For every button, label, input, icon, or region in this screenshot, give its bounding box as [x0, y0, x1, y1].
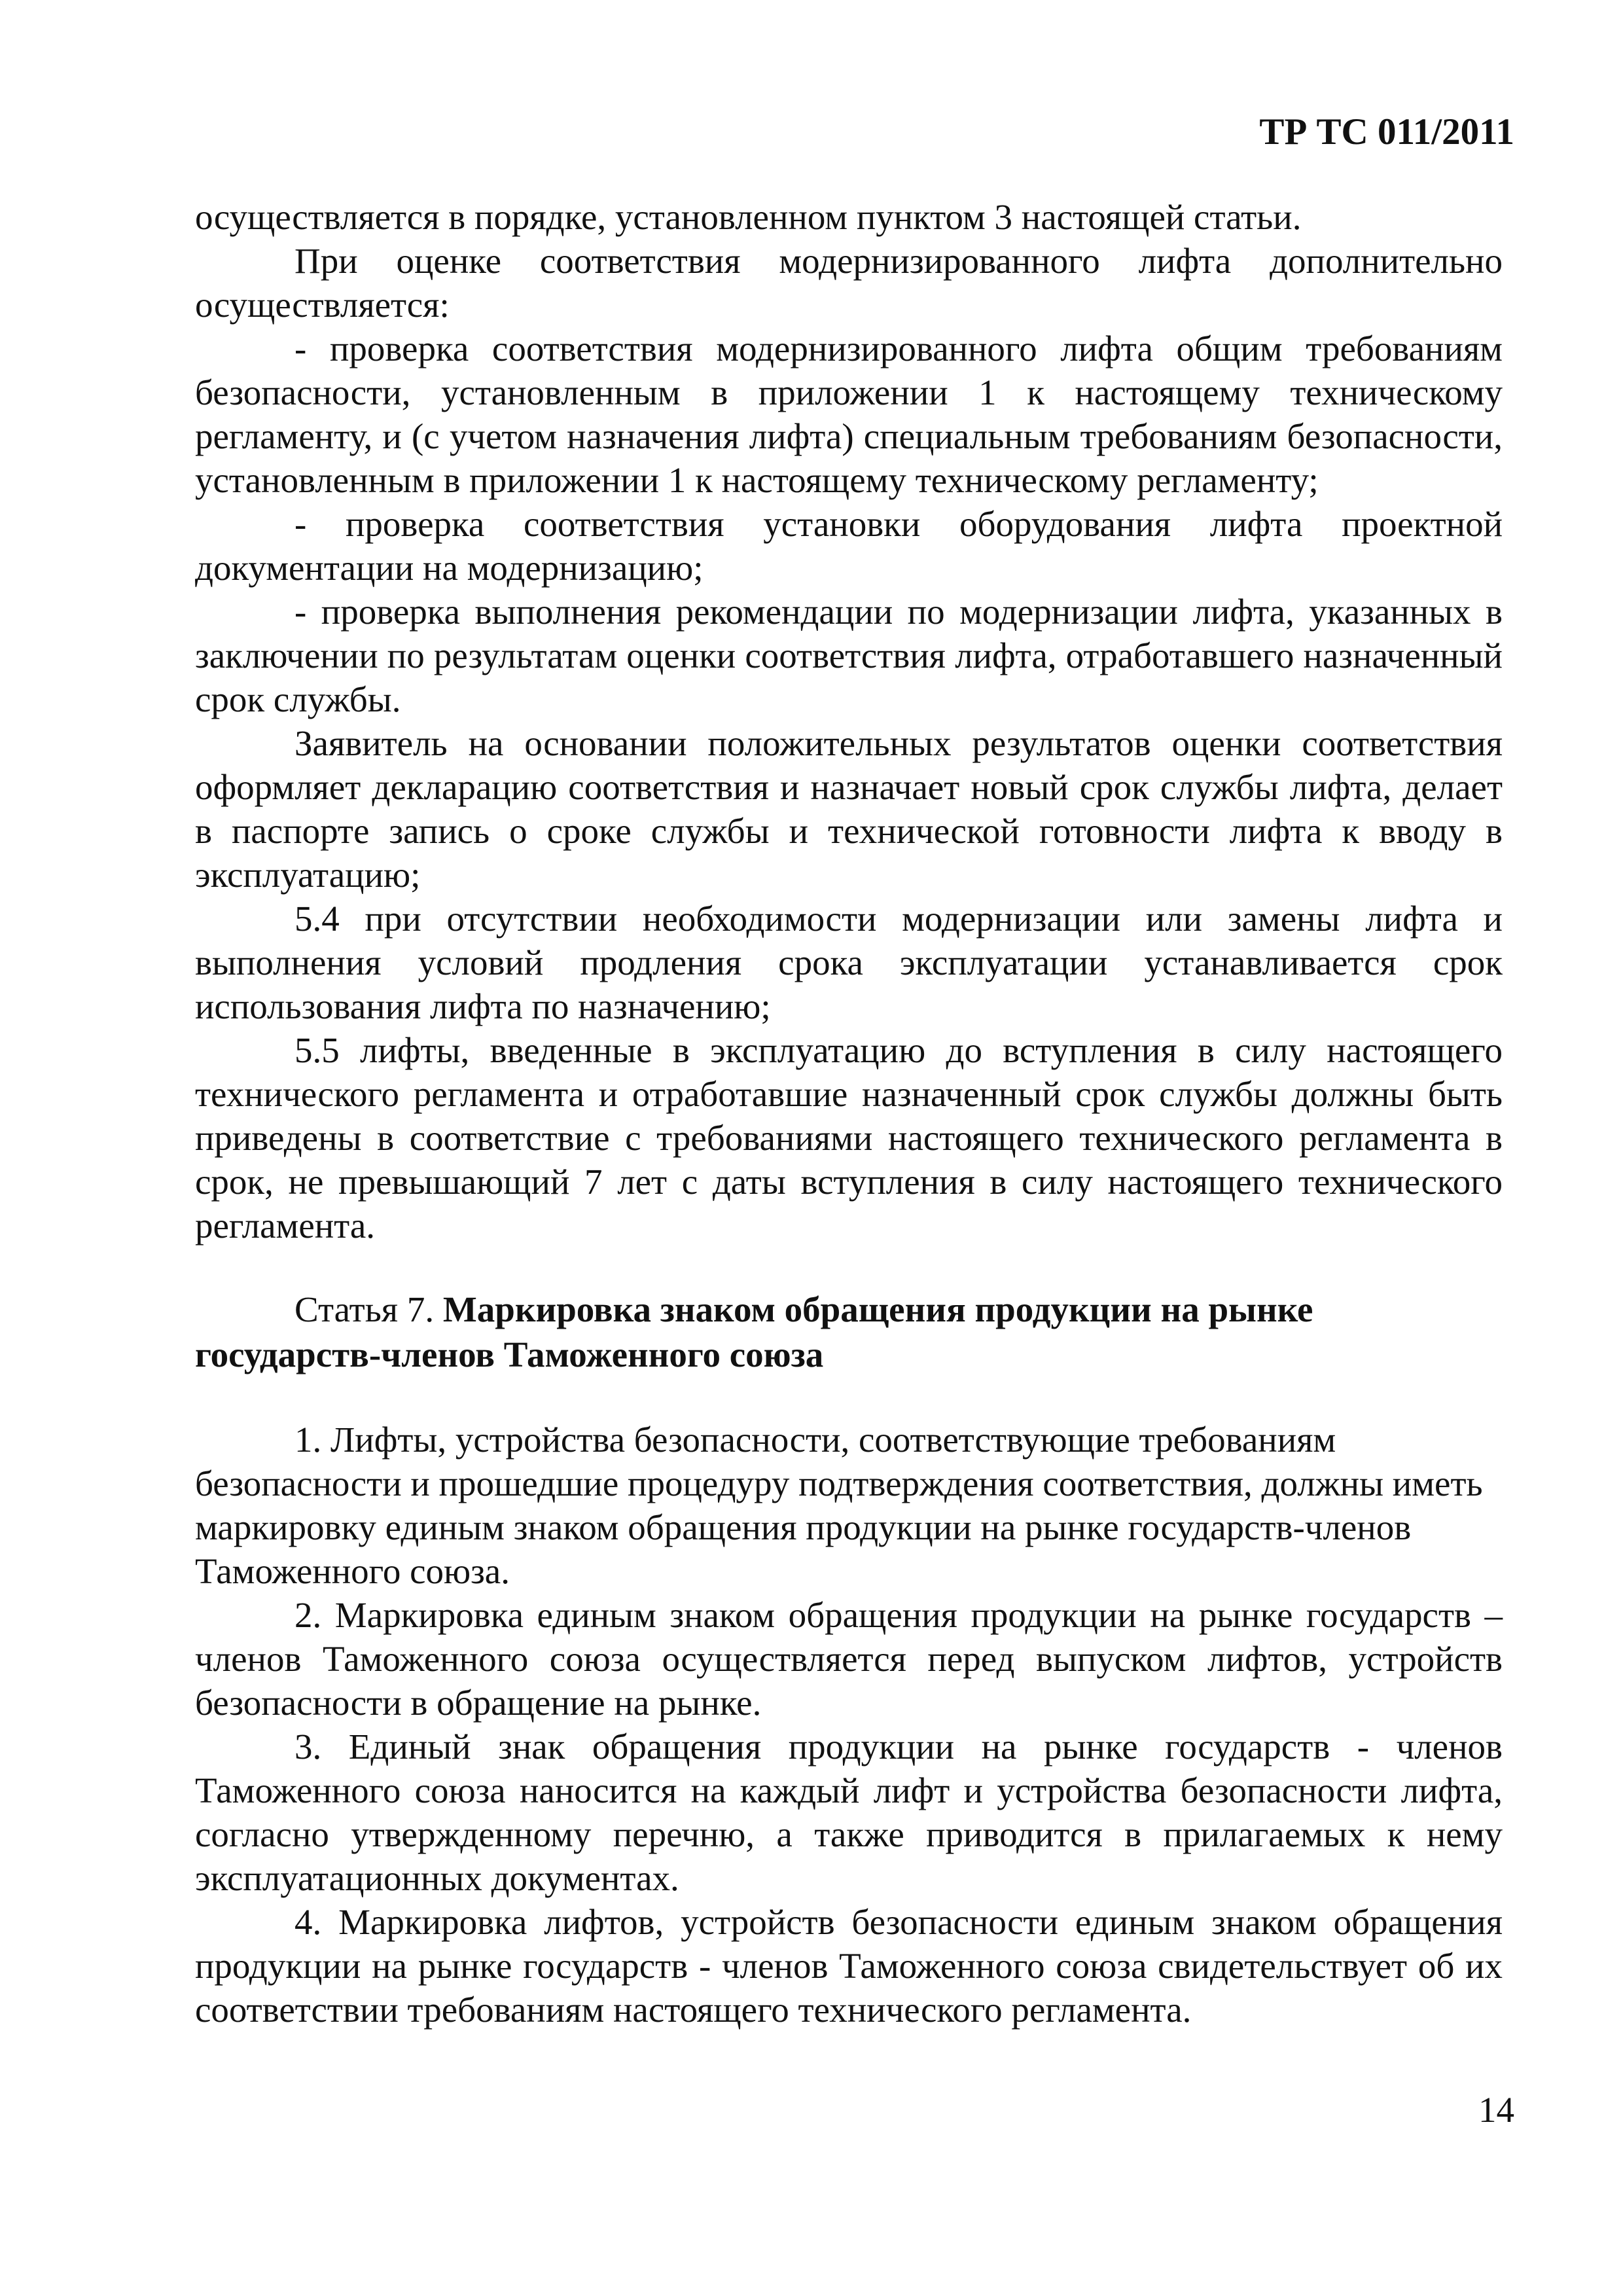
paragraph-check-general-requirements: - проверка соответствия модернизированного лифта общим требованиям безопасности, установленным в приложении 1 к настоящему техническому регламенту, и (с учетом назначения лифта) специальным требованиям безопасности, установленным в приложении 1 к настоящему техническому регламенту; — [195, 329, 1503, 500]
paragraph-check-recommendations: - проверка выполнения рекомендации по модернизации лифта, указанных в заключении по результатам оценки соответствия лифта, отработавшего назначенный срок службы. — [195, 592, 1503, 719]
article-title: Маркировка знаком обращения продукции на рынке государств-членов Таможенного союза — [195, 1289, 1313, 1374]
paragraph-continuation: осуществляется в порядке, установленном пунктом 3 настоящей статьи. — [195, 197, 1302, 237]
paragraph-article-item-4: 4. Маркировка лифтов, устройств безопасности единым знаком обращения продукции на рынке государств - членов Таможенного союза свидетельствует об их соответствии требованиям настоящего технического регламента. — [195, 1902, 1503, 2030]
paragraph-article-item-2: 2. Маркировка единым знаком обращения продукции на рынке государств – членов Таможенного союза осуществляется перед выпуском лифтов, устройств безопасности в обращение на рынке. — [195, 1595, 1503, 1723]
paragraph-modernization-intro: При оценке соответствия модернизированного лифта дополнительно осуществляется: — [195, 241, 1503, 325]
paragraph-check-installation: - проверка соответствия установки оборудования лифта проектной документации на модернизацию; — [195, 504, 1503, 588]
article-heading — [195, 1287, 1503, 1377]
document-code-header: ТР ТС 011/2011 — [1259, 111, 1514, 152]
paragraph-article-item-3: 3. Единый знак обращения продукции на рынке государств - членов Таможенного союза наносится на каждый лифт и устройства безопасности лифта, согласно утвержденному перечню, а также приводится в прилагаемых к нему эксплуатационных документах. — [195, 1727, 1503, 1898]
paragraph-article-item-1: 1. Лифты, устройства безопасности, соответствующие требованиям безопасности и прошедшие процедуру подтверждения соответствия, должны иметь маркировку единым знаком обращения продукции на рынке государств-членов Таможенного союза. — [195, 1420, 1483, 1591]
document-body — [195, 195, 1503, 2032]
paragraph-clause-5-4: 5.4 при отсутствии необходимости модернизации или замены лифта и выполнения условий продления срока эксплуатации устанавливается срок использования лифта по назначению; — [195, 899, 1503, 1026]
page-number: 14 — [1478, 2090, 1514, 2130]
paragraph-applicant-declaration: Заявитель на основании положительных результатов оценки соответствия оформляет декларацию соответствия и назначает новый срок службы лифта, делает в паспорте запись о сроке службы и технической готовности лифта к вводу в эксплуатацию; — [195, 723, 1503, 895]
paragraph-clause-5-5: 5.5 лифты, введенные в эксплуатацию до вступления в силу настоящего технического регламента и отработавшие назначенный срок службы должны быть приведены в соответствие с требованиями настоящего технического регламента в срок, не превышающий 7 лет с даты вступления в силу настоящего технического регламента. — [195, 1030, 1503, 1246]
article-number: Статья 7. — [294, 1289, 435, 1329]
